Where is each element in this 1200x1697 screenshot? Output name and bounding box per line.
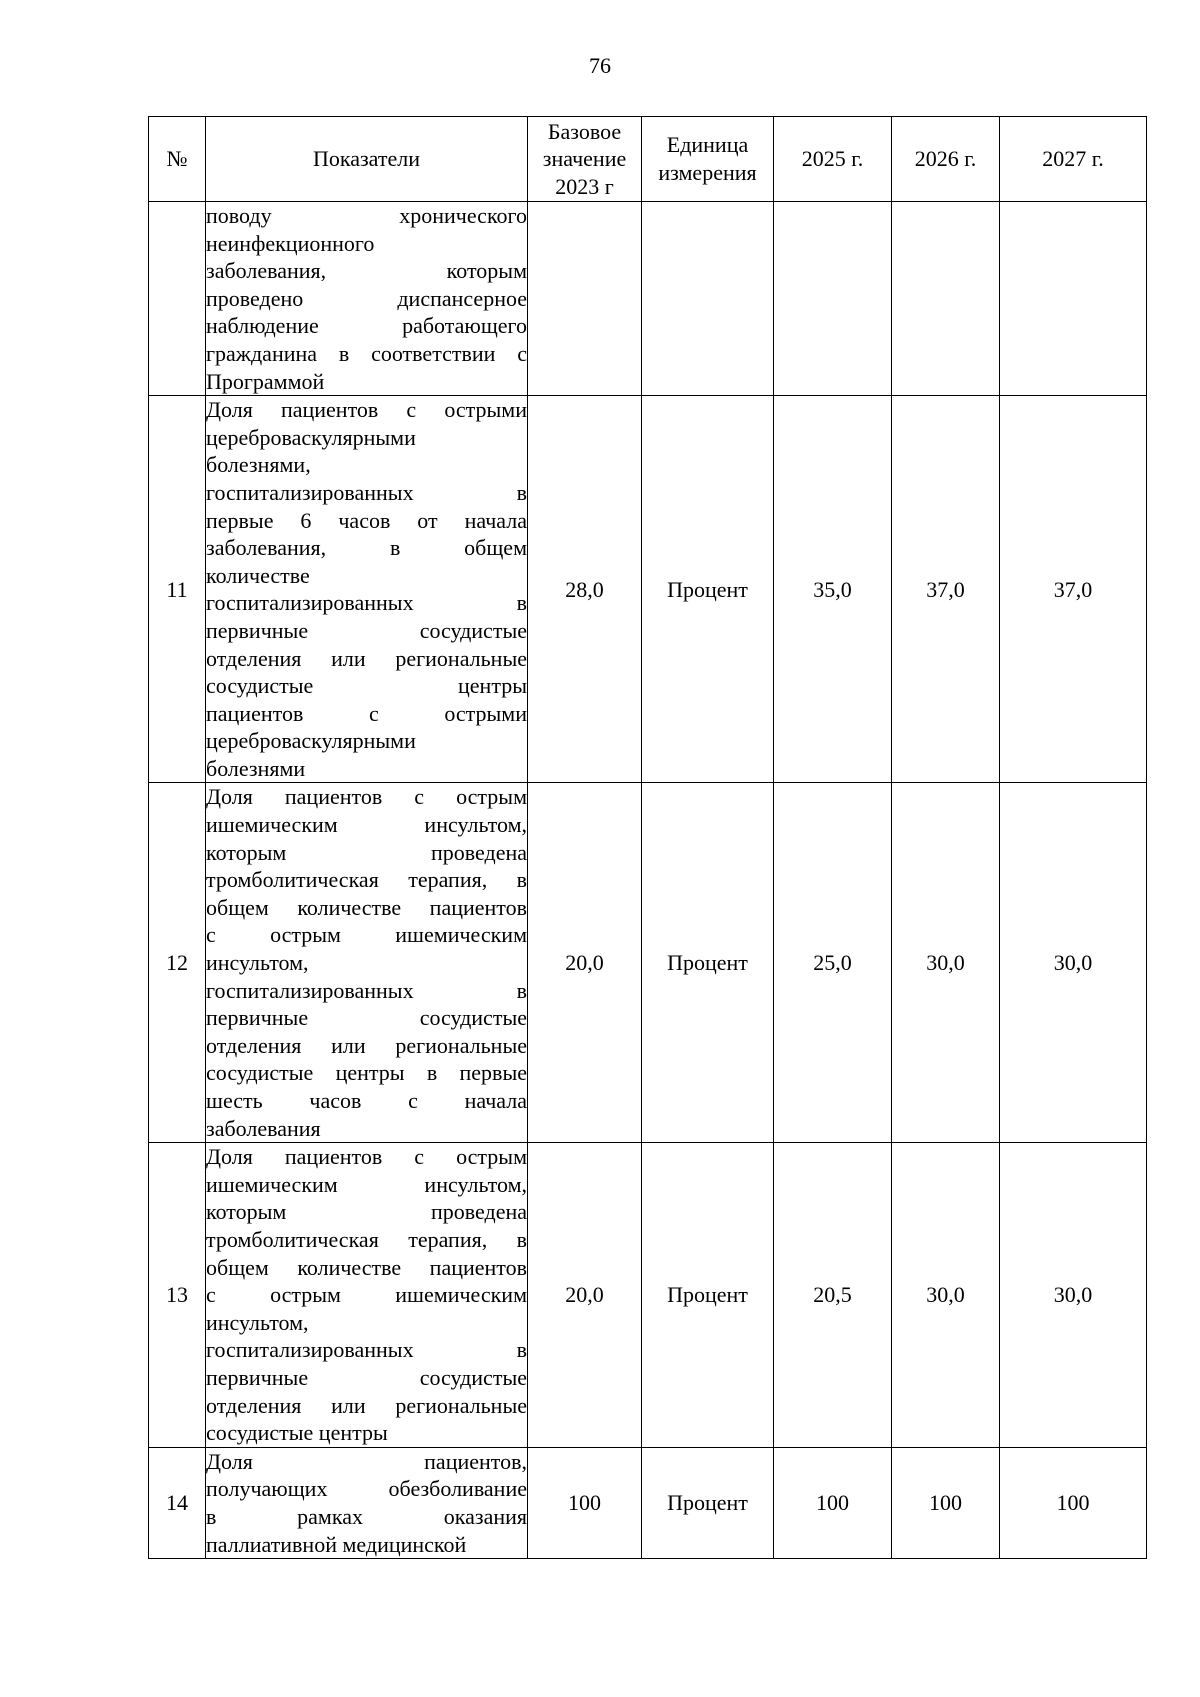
base-value: 28,0 [528, 396, 642, 783]
description-line: гражданина в соответствии с [206, 340, 527, 366]
value-2025: 100 [774, 1447, 892, 1558]
indicator-description [206, 396, 528, 783]
description-line: Программой [206, 368, 325, 394]
description-line: неинфекционного [206, 230, 375, 256]
description-line: Доля пациентов с острым [206, 784, 527, 810]
description-line: заболевания, в общем [206, 535, 527, 561]
description-line: которым проведена [206, 1199, 527, 1225]
description-line: количестве [206, 562, 310, 588]
value-2027: 100 [1000, 1447, 1147, 1558]
description-line: первичные сосудистые [206, 617, 527, 643]
value-2027 [1000, 202, 1147, 396]
header-unit [642, 117, 774, 202]
description-line: наблюдение работающего [206, 313, 527, 339]
table-row [149, 783, 1147, 1143]
description-line: шесть часов с начала [206, 1088, 527, 1113]
description-line: болезнями [206, 755, 306, 781]
description-line: с острым ишемическим [206, 1282, 527, 1308]
header-base-value [528, 117, 642, 202]
row-number: 11 [149, 396, 206, 783]
description-line: в рамках оказания [206, 1503, 527, 1529]
header-unit-line: измерения [658, 160, 757, 185]
table-row [149, 1143, 1147, 1448]
unit-value: Процент [642, 1447, 774, 1558]
table-row [149, 1447, 1147, 1558]
row-number [149, 202, 206, 396]
description-line: поводу хронического [206, 203, 527, 228]
value-2026: 30,0 [892, 783, 1000, 1143]
description-line: Доля пациентов, [206, 1448, 527, 1474]
description-line: сосудистые центры в первые [206, 1060, 527, 1086]
description-line: сосудистые центры [206, 673, 527, 699]
description-line: отделения или региональные [206, 645, 527, 671]
description-line: общем количестве пациентов [206, 894, 527, 920]
header-unit-line: Единица [666, 132, 749, 158]
indicators-table [148, 116, 1147, 1559]
indicator-description [206, 1143, 528, 1448]
description-line: болезнями, [206, 452, 311, 478]
header-base-line: 2023 г [555, 173, 614, 199]
value-2025: 35,0 [774, 396, 892, 783]
header-base-line: Базовое [547, 118, 622, 144]
base-value: 20,0 [528, 1143, 642, 1448]
description-line: цереброваскулярными [206, 424, 416, 450]
description-line: госпитализированных в [206, 977, 527, 1003]
description-line: отделения или региональные [206, 1032, 527, 1058]
value-2026: 37,0 [892, 396, 1000, 783]
header-indicator: Показатели [206, 117, 528, 202]
description-line: госпитализированных в [206, 590, 527, 616]
value-2027: 37,0 [1000, 396, 1147, 783]
description-line: первые 6 часов от начала [206, 507, 527, 533]
indicator-description [206, 202, 528, 396]
description-line: тромболитическая терапия, в [206, 867, 527, 893]
description-line: Доля пациентов с острым [206, 1144, 527, 1170]
unit-value: Процент [642, 396, 774, 783]
description-line: паллиативной медицинской [206, 1531, 467, 1557]
base-value: 20,0 [528, 783, 642, 1143]
description-line: заболевания, которым [206, 258, 527, 284]
description-line: пациентов с острыми [206, 700, 527, 726]
header-base-line: значение [542, 146, 627, 172]
value-2025: 25,0 [774, 783, 892, 1143]
description-line: Доля пациентов с острыми [206, 397, 527, 423]
header-year-2026: 2026 г. [892, 117, 1000, 202]
table-row [149, 396, 1147, 783]
description-line: первичные сосудистые [206, 1364, 527, 1390]
value-2026 [892, 202, 1000, 396]
unit-value: Процент [642, 783, 774, 1143]
header-year-2027: 2027 г. [1000, 117, 1147, 202]
table-header [149, 117, 1147, 202]
description-line: сосудистые центры [206, 1420, 388, 1446]
value-2025: 20,5 [774, 1143, 892, 1448]
unit-value [642, 202, 774, 396]
description-line: цереброваскулярными [206, 728, 416, 754]
description-line: проведено диспансерное [206, 285, 527, 311]
description-line: ишемическим инсультом, [206, 812, 527, 838]
description-line: заболевания [206, 1115, 321, 1141]
description-line: ишемическим инсультом, [206, 1171, 527, 1197]
value-2027: 30,0 [1000, 783, 1147, 1143]
unit-value: Процент [642, 1143, 774, 1448]
description-line: инсультом, [206, 950, 309, 976]
description-line: тромболитическая терапия, в [206, 1226, 527, 1252]
value-2025 [774, 202, 892, 396]
description-line: госпитализированных в [206, 1337, 527, 1363]
header-year-2025: 2025 г. [774, 117, 892, 202]
row-number: 12 [149, 783, 206, 1143]
row-number: 13 [149, 1143, 206, 1448]
header-num: № [149, 117, 206, 202]
description-line: общем количестве пациентов [206, 1254, 527, 1280]
description-line: инсультом, [206, 1309, 309, 1335]
value-2026: 100 [892, 1447, 1000, 1558]
description-line: госпитализированных в [206, 479, 527, 505]
description-line: отделения или региональные [206, 1392, 527, 1418]
description-line: получающих обезболивание [206, 1476, 527, 1502]
table-row [149, 202, 1147, 396]
base-value [528, 202, 642, 396]
indicator-description [206, 1447, 528, 1558]
description-line: первичные сосудистые [206, 1005, 527, 1031]
description-line: с острым ишемическим [206, 922, 527, 948]
base-value: 100 [528, 1447, 642, 1558]
value-2027: 30,0 [1000, 1143, 1147, 1448]
page-number: 76 [589, 53, 611, 78]
row-number: 14 [149, 1447, 206, 1558]
value-2026: 30,0 [892, 1143, 1000, 1448]
indicator-description [206, 783, 528, 1143]
table-body [149, 202, 1147, 1559]
description-line: которым проведена [206, 839, 527, 865]
